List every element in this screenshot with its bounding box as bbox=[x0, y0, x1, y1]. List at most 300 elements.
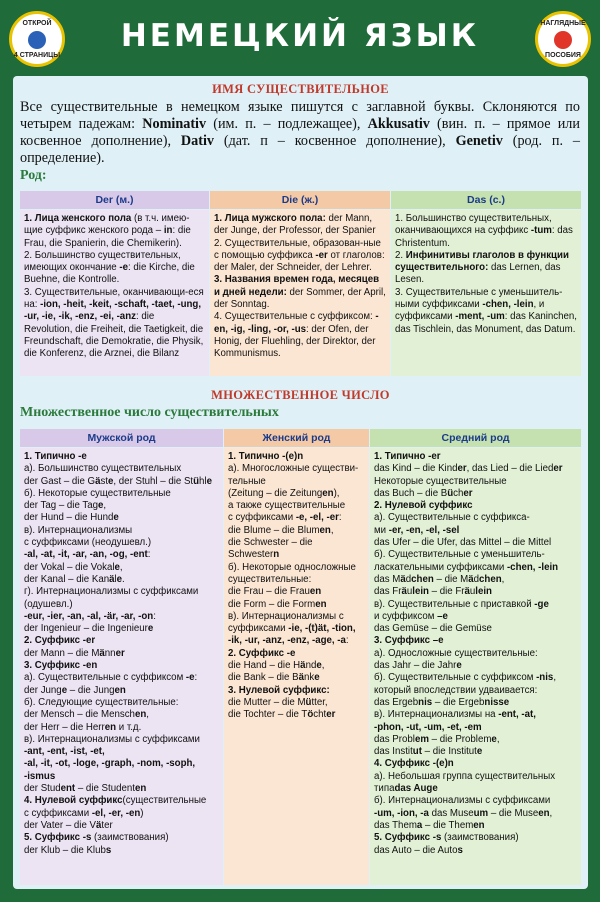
text-fragment: , bbox=[119, 561, 123, 573]
bold-fragment: ent bbox=[60, 783, 76, 795]
text-fragment: das Jahr – die Jahr bbox=[374, 660, 457, 672]
text-fragment: der Stud bbox=[24, 783, 61, 795]
bold-fragment: -al, -it, -ot, -loge, -graph, -nom, -soph, bbox=[24, 758, 196, 770]
bold-fragment: ä bbox=[95, 475, 101, 487]
entry-line bbox=[228, 599, 365, 611]
text-fragment: : bbox=[338, 512, 342, 524]
text-fragment: , bbox=[501, 573, 505, 585]
entry-line bbox=[214, 274, 386, 311]
text-fragment: : die Kirche, die Buehne, die Kontrolle. bbox=[24, 262, 195, 286]
text-fragment: г). Интернационализмы с суффиксами bbox=[24, 586, 199, 598]
bold-fragment: e bbox=[147, 623, 154, 635]
text-fragment: das M bbox=[374, 573, 401, 585]
case-nominativ: Nominativ bbox=[142, 116, 207, 132]
text-fragment: die Form – die Form bbox=[228, 598, 316, 610]
das-body bbox=[391, 210, 581, 376]
entry-line bbox=[374, 512, 577, 524]
entry-line bbox=[228, 476, 365, 488]
noun-section-heading: ИМЯ СУЩЕСТВИТЕЛЬНОЕ bbox=[212, 82, 389, 96]
badge-left-line1: ОТКРОЙ bbox=[22, 20, 52, 27]
text-fragment: d bbox=[473, 573, 480, 585]
text-fragment: : bbox=[147, 549, 151, 561]
text-fragment: б). Существительные с уменьшитель- bbox=[374, 549, 545, 561]
bold-fragment: -ent, -at, bbox=[498, 709, 536, 721]
text-fragment: (существительные bbox=[122, 795, 207, 807]
text-fragment: ter bbox=[101, 819, 113, 831]
entry-line bbox=[228, 623, 365, 635]
text-fragment: ) bbox=[140, 807, 144, 819]
entry-line bbox=[24, 648, 219, 660]
bold-fragment: 5. Суффикс -s bbox=[374, 832, 442, 844]
text-fragment: cht bbox=[313, 709, 327, 721]
entry-line bbox=[24, 562, 219, 574]
text-fragment: тельные bbox=[228, 475, 266, 487]
bold-fragment: en bbox=[473, 819, 485, 831]
text-fragment: nn bbox=[104, 647, 116, 659]
bold-fragment: -e bbox=[119, 262, 129, 274]
text-fragment: der Kanal – die Kan bbox=[24, 573, 110, 585]
bold-fragment: ä bbox=[99, 647, 105, 659]
text-fragment: : das Kaninchen, das Tischlein, das Monument, das Datum. bbox=[395, 311, 577, 335]
bold-fragment: e bbox=[491, 733, 497, 745]
badge-left-line2: 4 СТРАНИЦЫ bbox=[13, 51, 61, 59]
bold-fragment: -al, -at, -it, -ar, -an, -og, -ent bbox=[24, 549, 148, 561]
text-fragment: ми bbox=[374, 524, 389, 536]
text-fragment: (в т.ч. имею-щие суффикс женского рода – bbox=[24, 213, 190, 237]
text-fragment: : das Christentum. bbox=[395, 225, 573, 249]
entry-line bbox=[24, 623, 219, 635]
text-fragment: б). Некоторые существительные bbox=[24, 487, 171, 499]
bold-fragment: 5. Суффикс -s bbox=[24, 832, 92, 844]
bold-fragment: 1. Типично -er bbox=[374, 451, 441, 462]
text-fragment: . bbox=[122, 573, 125, 585]
entry-line bbox=[228, 537, 365, 562]
entry-line bbox=[24, 685, 219, 697]
bold-fragment: ü bbox=[447, 487, 454, 499]
header-bar bbox=[0, 0, 600, 80]
entry-line bbox=[228, 500, 365, 512]
bold-fragment: e bbox=[456, 660, 462, 672]
entry-line bbox=[374, 463, 577, 475]
text-fragment: б). Интернационализмы с суффиксами bbox=[374, 795, 551, 807]
entry-line bbox=[24, 525, 219, 537]
text-fragment: das Instit bbox=[374, 746, 413, 758]
text-fragment: : der Ofen, der Honig, der Fluehling, der Direktor, der Kommunismus. bbox=[214, 323, 376, 360]
entry-line bbox=[395, 250, 577, 287]
text-fragment: die Tochter – die T bbox=[228, 709, 308, 721]
text-fragment: а). Многосложные существи- bbox=[228, 463, 359, 475]
bold-fragment: ä bbox=[298, 672, 304, 684]
entry-line bbox=[374, 845, 577, 857]
text-fragment: , bbox=[496, 733, 500, 745]
plural-section-heading: МНОЖЕСТВЕННОЕ ЧИСЛО bbox=[211, 388, 390, 402]
bold-fragment: em bbox=[414, 733, 429, 745]
bold-fragment: -ik, -ur, -anz, -enz, -age, -a bbox=[228, 635, 346, 647]
text-fragment: der Hund – die Hund bbox=[24, 512, 114, 524]
entry-line bbox=[374, 648, 577, 660]
entry-line bbox=[24, 611, 219, 623]
text-fragment: в). Интернационализмы bbox=[24, 524, 133, 536]
bold-fragment: en bbox=[104, 721, 117, 733]
text-fragment: а). Существительные с суффиксом bbox=[24, 672, 186, 684]
bold-fragment: -ie, -(t)ät, -tion, bbox=[288, 623, 356, 635]
text-fragment: das Probl bbox=[374, 733, 415, 745]
text-fragment: а также существительные bbox=[228, 500, 346, 512]
entry-line bbox=[24, 758, 219, 770]
masc-header: Мужской род bbox=[20, 429, 223, 447]
bold-fragment: er bbox=[463, 487, 473, 499]
plural-table bbox=[20, 429, 581, 885]
entry-line bbox=[374, 562, 577, 574]
text-fragment: (одушевл.) bbox=[24, 598, 73, 610]
entry-line bbox=[24, 845, 219, 857]
fem-body bbox=[224, 448, 369, 885]
entry-line bbox=[374, 808, 577, 820]
bold-fragment: e bbox=[316, 660, 322, 672]
bold-fragment: -ment, -um bbox=[455, 311, 505, 323]
text-fragment: , bbox=[330, 524, 334, 536]
entry-line bbox=[24, 586, 219, 598]
entry-line bbox=[374, 672, 577, 684]
neut-body bbox=[370, 448, 581, 885]
entry-line bbox=[228, 488, 365, 500]
entry-line bbox=[24, 635, 219, 647]
bold-fragment: 3. Суффикс -en bbox=[24, 660, 98, 672]
bold-fragment: -er, -en, -el, -sel bbox=[388, 524, 460, 536]
bold-fragment: 3. Названия времен года, месяцев и дней недели: bbox=[214, 274, 380, 298]
text-fragment: б). Существительные с суффиксом bbox=[374, 672, 537, 684]
text-fragment: das Kind – die Kind bbox=[374, 463, 458, 475]
bold-fragment: n bbox=[273, 549, 280, 561]
entry-line bbox=[24, 832, 219, 844]
text-fragment: : bbox=[345, 635, 349, 647]
bold-fragment: ü bbox=[305, 696, 312, 708]
case-akkusativ: Akkusativ bbox=[367, 116, 430, 132]
text-fragment: der Vater – die V bbox=[24, 819, 96, 831]
entry-line bbox=[374, 525, 577, 537]
text-fragment: – die Jung bbox=[67, 684, 115, 696]
entry-line bbox=[374, 820, 577, 832]
text-fragment: das Ufer – die Ufer, das Mittel – die Mittel bbox=[374, 537, 552, 549]
entry-line bbox=[374, 500, 577, 512]
text-fragment: der Herr – die Herr bbox=[24, 721, 105, 733]
entry-line bbox=[374, 783, 577, 795]
text-fragment: и т.д. bbox=[116, 721, 142, 733]
entry-line bbox=[24, 250, 205, 287]
text-fragment: 1. Большинство существительных, оканчивающихся на суффикс bbox=[395, 213, 552, 237]
bold-fragment: -phon, -ut, -um, -et, -em bbox=[374, 721, 482, 733]
bold-fragment: a bbox=[416, 819, 423, 831]
text-fragment: (заимствования) bbox=[441, 832, 519, 844]
entry-line bbox=[374, 832, 577, 844]
text-fragment: der Mann, der Junge, der Professor, der Spanier bbox=[214, 213, 376, 237]
bold-fragment: 1. Типично -e bbox=[24, 451, 87, 462]
text-fragment: в). Интернационализмы на bbox=[374, 709, 499, 721]
entry-line bbox=[24, 808, 219, 820]
text-fragment: существительные: bbox=[228, 573, 312, 585]
text-fragment: der Vokal – die Vokal bbox=[24, 561, 115, 573]
text-fragment: ), bbox=[333, 487, 340, 499]
text-fragment: а). Большинство существительных bbox=[24, 463, 182, 475]
neut-column bbox=[370, 429, 581, 885]
bold-fragment: ü bbox=[193, 475, 200, 487]
bold-fragment: -eur, -ier, -an, -al, -är, -ar, -on bbox=[24, 610, 154, 622]
entry-line bbox=[24, 795, 219, 807]
intro-text-1: Все существительные в немецком языке пишутся с заглавной буквы. Склоняются по четырем падежам: bbox=[20, 99, 580, 132]
entry-line bbox=[374, 574, 577, 586]
entry-line bbox=[228, 463, 365, 475]
content-panel bbox=[13, 76, 588, 889]
entry-line bbox=[374, 795, 577, 807]
text-fragment: , der Stuhl – die St bbox=[113, 475, 194, 487]
text-fragment: das Gemüse – die Gemüse bbox=[374, 623, 492, 635]
bold-fragment: -ion, -heit, -keit, -schaft, -taet, -ung, -ur, -ie, -ik, -enz, -ei, -anz bbox=[24, 299, 202, 323]
text-fragment: , bbox=[321, 660, 325, 672]
entry-line bbox=[24, 500, 219, 512]
text-fragment: в). Интернационализмы с суффиксами bbox=[24, 733, 200, 745]
bold-fragment: 1. Типично -(e)n bbox=[228, 451, 304, 462]
bold-fragment: ä bbox=[109, 573, 115, 585]
bold-fragment: um bbox=[473, 807, 489, 819]
text-fragment: , das Lied – die Lied bbox=[466, 463, 554, 475]
bold-fragment: e bbox=[113, 512, 119, 524]
entry-line bbox=[374, 734, 577, 746]
entry-line bbox=[228, 648, 365, 660]
text-fragment: – die Fr bbox=[428, 586, 465, 598]
entry-line bbox=[374, 586, 577, 598]
bold-fragment: 1. Лица мужского пола: bbox=[214, 213, 326, 224]
masc-column bbox=[20, 429, 223, 885]
text-fragment: в). Интернационализмы с bbox=[228, 610, 344, 622]
entry-line bbox=[374, 758, 577, 770]
bold-fragment: ä bbox=[95, 819, 102, 831]
text-fragment: der Ingenieur – die Ingenieur bbox=[24, 623, 148, 635]
entry-line bbox=[374, 660, 577, 672]
entry-line bbox=[395, 287, 577, 336]
bold-fragment: –e bbox=[437, 610, 448, 622]
text-fragment: а). Существительные с суффикса- bbox=[374, 512, 530, 524]
entry-line bbox=[24, 213, 205, 250]
text-fragment: u bbox=[469, 586, 476, 598]
text-fragment: 3. Существительные, оканчивающи-еся на: bbox=[24, 286, 204, 311]
entry-line bbox=[24, 537, 219, 549]
entry-line bbox=[374, 685, 577, 697]
entry-line bbox=[374, 549, 577, 561]
text-fragment: 3. Существительные с уменьшитель-ными суффиксами bbox=[395, 286, 563, 311]
bold-fragment: lein bbox=[475, 586, 492, 598]
text-fragment: : die Revolution, die Freiheit, die Taetigkeit, die Freundschaft, die Demokratie, die Physik, die Konferenz, die Arznei, die Bilanz bbox=[24, 311, 204, 360]
text-fragment: – die Institut bbox=[421, 746, 477, 758]
bold-fragment: -nis bbox=[536, 672, 554, 684]
bold-fragment: 2. Суффикс -er bbox=[24, 635, 96, 647]
bold-fragment: en bbox=[134, 709, 147, 721]
plural-subheading: Множественное число существительных bbox=[20, 405, 279, 420]
entry-line bbox=[228, 685, 365, 697]
bold-fragment: -er bbox=[315, 249, 328, 261]
text-fragment: – die M bbox=[433, 573, 469, 585]
entry-line bbox=[395, 213, 577, 250]
entry-line bbox=[24, 783, 219, 795]
entry-line bbox=[228, 697, 365, 709]
bold-fragment: in bbox=[163, 225, 173, 237]
bold-fragment: -e bbox=[185, 672, 195, 684]
bold-fragment: en bbox=[538, 807, 550, 819]
bold-fragment: 3. Нулевой суффикс: bbox=[228, 684, 330, 696]
entry-line bbox=[374, 623, 577, 635]
text-fragment: der Gast – die G bbox=[24, 475, 96, 487]
badge-right-line2: ПОСОБИЯ bbox=[545, 51, 581, 59]
entry-line bbox=[24, 451, 219, 463]
bold-fragment: en bbox=[319, 524, 331, 536]
bold-fragment: 3. Суффикс –e bbox=[374, 635, 444, 647]
text-fragment: : bbox=[194, 672, 198, 684]
text-fragment: die Hand – die H bbox=[228, 660, 301, 672]
bold-fragment: e bbox=[97, 500, 104, 512]
bold-fragment: ä bbox=[401, 586, 407, 598]
bold-fragment: -um, -ion, -a bbox=[374, 807, 429, 819]
text-fragment: hl bbox=[199, 475, 207, 487]
text-fragment: st bbox=[100, 475, 109, 487]
text-fragment: б). Некоторые односложные bbox=[228, 561, 356, 573]
entry-line bbox=[24, 599, 219, 611]
entry-line bbox=[374, 635, 577, 647]
fem-header: Женский род bbox=[224, 429, 369, 447]
der-header: Der (м.) bbox=[20, 191, 209, 209]
bold-fragment: -e, -el, -er bbox=[295, 512, 339, 524]
text-fragment: der Tag – die Tag bbox=[24, 500, 98, 512]
text-fragment: 2. Существительные, образован-ные с помощью суффикса bbox=[214, 237, 381, 261]
entry-line bbox=[214, 213, 386, 238]
entry-line bbox=[228, 586, 365, 598]
entry-line bbox=[24, 672, 219, 684]
text-fragment: die Mutter – die M bbox=[228, 696, 306, 708]
bold-fragment: 4. Суффикс -(e)n bbox=[374, 758, 454, 770]
entry-line bbox=[374, 476, 577, 488]
logo-icon bbox=[554, 31, 572, 49]
entry-line bbox=[24, 746, 219, 758]
text-fragment: , bbox=[146, 709, 149, 721]
fem-column bbox=[224, 429, 369, 885]
bold-fragment: er bbox=[326, 709, 336, 721]
bold-fragment: s bbox=[105, 844, 112, 856]
text-fragment: с суффиксами bbox=[228, 512, 296, 524]
der-column bbox=[20, 191, 209, 376]
text-fragment: (заимствования) bbox=[91, 832, 169, 844]
entry-line bbox=[214, 238, 386, 275]
bold-fragment: -tum bbox=[530, 225, 552, 237]
entry-line bbox=[24, 574, 219, 586]
entry-line bbox=[24, 660, 219, 672]
bold-fragment: e bbox=[314, 672, 320, 684]
bold-fragment: e bbox=[61, 684, 68, 696]
entry-line bbox=[228, 525, 365, 537]
bold-fragment: e bbox=[206, 475, 212, 487]
bold-fragment: 1. Лица женского пола bbox=[24, 213, 132, 224]
entry-line bbox=[374, 771, 577, 783]
entry-line bbox=[228, 611, 365, 623]
text-fragment: nk bbox=[303, 672, 315, 684]
text-fragment: die Blume – die Blum bbox=[228, 524, 320, 536]
badge-right-line1: НАГЛЯДНЫЕ bbox=[540, 20, 586, 27]
text-fragment: – die Ergeb bbox=[432, 696, 485, 708]
text-fragment: ласкательными суффиксами bbox=[374, 561, 507, 573]
bold-fragment: er bbox=[457, 463, 467, 475]
text-fragment: в). Существительные с приставкой bbox=[374, 598, 535, 610]
text-fragment: – die Student bbox=[75, 783, 135, 795]
bold-fragment: ä bbox=[300, 660, 306, 672]
bold-fragment: das Auge bbox=[394, 783, 438, 795]
entry-line bbox=[374, 488, 577, 500]
text-fragment: и суффиксом bbox=[374, 610, 438, 622]
text-fragment: der Jung bbox=[24, 684, 62, 696]
bold-fragment: -ge bbox=[534, 598, 549, 610]
bold-fragment: chen bbox=[479, 573, 502, 585]
text-fragment: : die Frau, die Spanierin, die Chemikerin). bbox=[24, 225, 191, 249]
die-header: Die (ж.) bbox=[210, 191, 390, 209]
gender-heading: Род: bbox=[20, 168, 47, 183]
text-fragment: das Them bbox=[374, 819, 417, 831]
text-fragment: б). Следующие существительные: bbox=[24, 696, 179, 708]
entry-line bbox=[24, 549, 219, 561]
bold-fragment: en bbox=[134, 783, 147, 795]
text-fragment: – die Problem bbox=[428, 733, 492, 745]
entry-line bbox=[24, 771, 219, 783]
entry-line bbox=[228, 709, 365, 721]
entry-line bbox=[24, 287, 205, 361]
entry-line bbox=[374, 722, 577, 734]
text-fragment: , bbox=[553, 672, 557, 684]
text-fragment: die Schwester – die Schwester bbox=[228, 537, 313, 561]
bold-fragment: 2. Суффикс -e bbox=[228, 647, 296, 659]
entry-line bbox=[228, 512, 365, 524]
bold-fragment: s bbox=[457, 844, 463, 856]
text-fragment: der Mensch – die Mensch bbox=[24, 709, 135, 721]
text-fragment: с суффиксами bbox=[24, 807, 92, 819]
text-fragment: Некоторые существительные bbox=[374, 475, 507, 487]
text-fragment: der Sommer, der April, der Sonntag. bbox=[214, 286, 386, 311]
neut-header: Средний род bbox=[370, 429, 581, 447]
bold-fragment: er bbox=[553, 463, 563, 475]
entry-line bbox=[374, 537, 577, 549]
visual-aids-badge bbox=[535, 11, 591, 67]
text-fragment: ch bbox=[453, 487, 464, 499]
text-fragment: : bbox=[153, 610, 156, 622]
entry-line bbox=[24, 709, 219, 721]
bold-fragment: lein bbox=[412, 586, 429, 598]
text-fragment: tter, bbox=[311, 696, 328, 708]
text-fragment: а). Односложные существительные: bbox=[374, 647, 538, 659]
intro-text-4: (дат. п – косвенное дополнение), bbox=[213, 133, 456, 149]
text-fragment: с суффиксами (неодушевл.) bbox=[24, 537, 152, 549]
entry-line bbox=[374, 709, 577, 721]
entry-line bbox=[24, 697, 219, 709]
text-fragment: das Lernen, das Lesen. bbox=[395, 262, 561, 286]
text-fragment: d bbox=[405, 573, 412, 585]
text-fragment: суффиксами bbox=[228, 623, 289, 635]
der-body bbox=[20, 210, 209, 376]
intro-paragraph bbox=[20, 99, 580, 167]
text-fragment: die Frau – die Frau bbox=[228, 586, 310, 598]
intro-text-3: (вин. п. – прямое или косвенное дополнение), bbox=[20, 116, 580, 149]
entry-line bbox=[24, 488, 219, 500]
die-column bbox=[210, 191, 390, 376]
das-column bbox=[391, 191, 581, 376]
text-fragment: u bbox=[406, 586, 413, 598]
intro-text-2: (им. п. – подлежащее), bbox=[206, 116, 368, 132]
bold-fragment: e bbox=[108, 475, 114, 487]
bold-fragment: 4. Нулевой суффикс bbox=[24, 795, 123, 807]
text-fragment: который впоследствии удваивается: bbox=[374, 684, 538, 696]
